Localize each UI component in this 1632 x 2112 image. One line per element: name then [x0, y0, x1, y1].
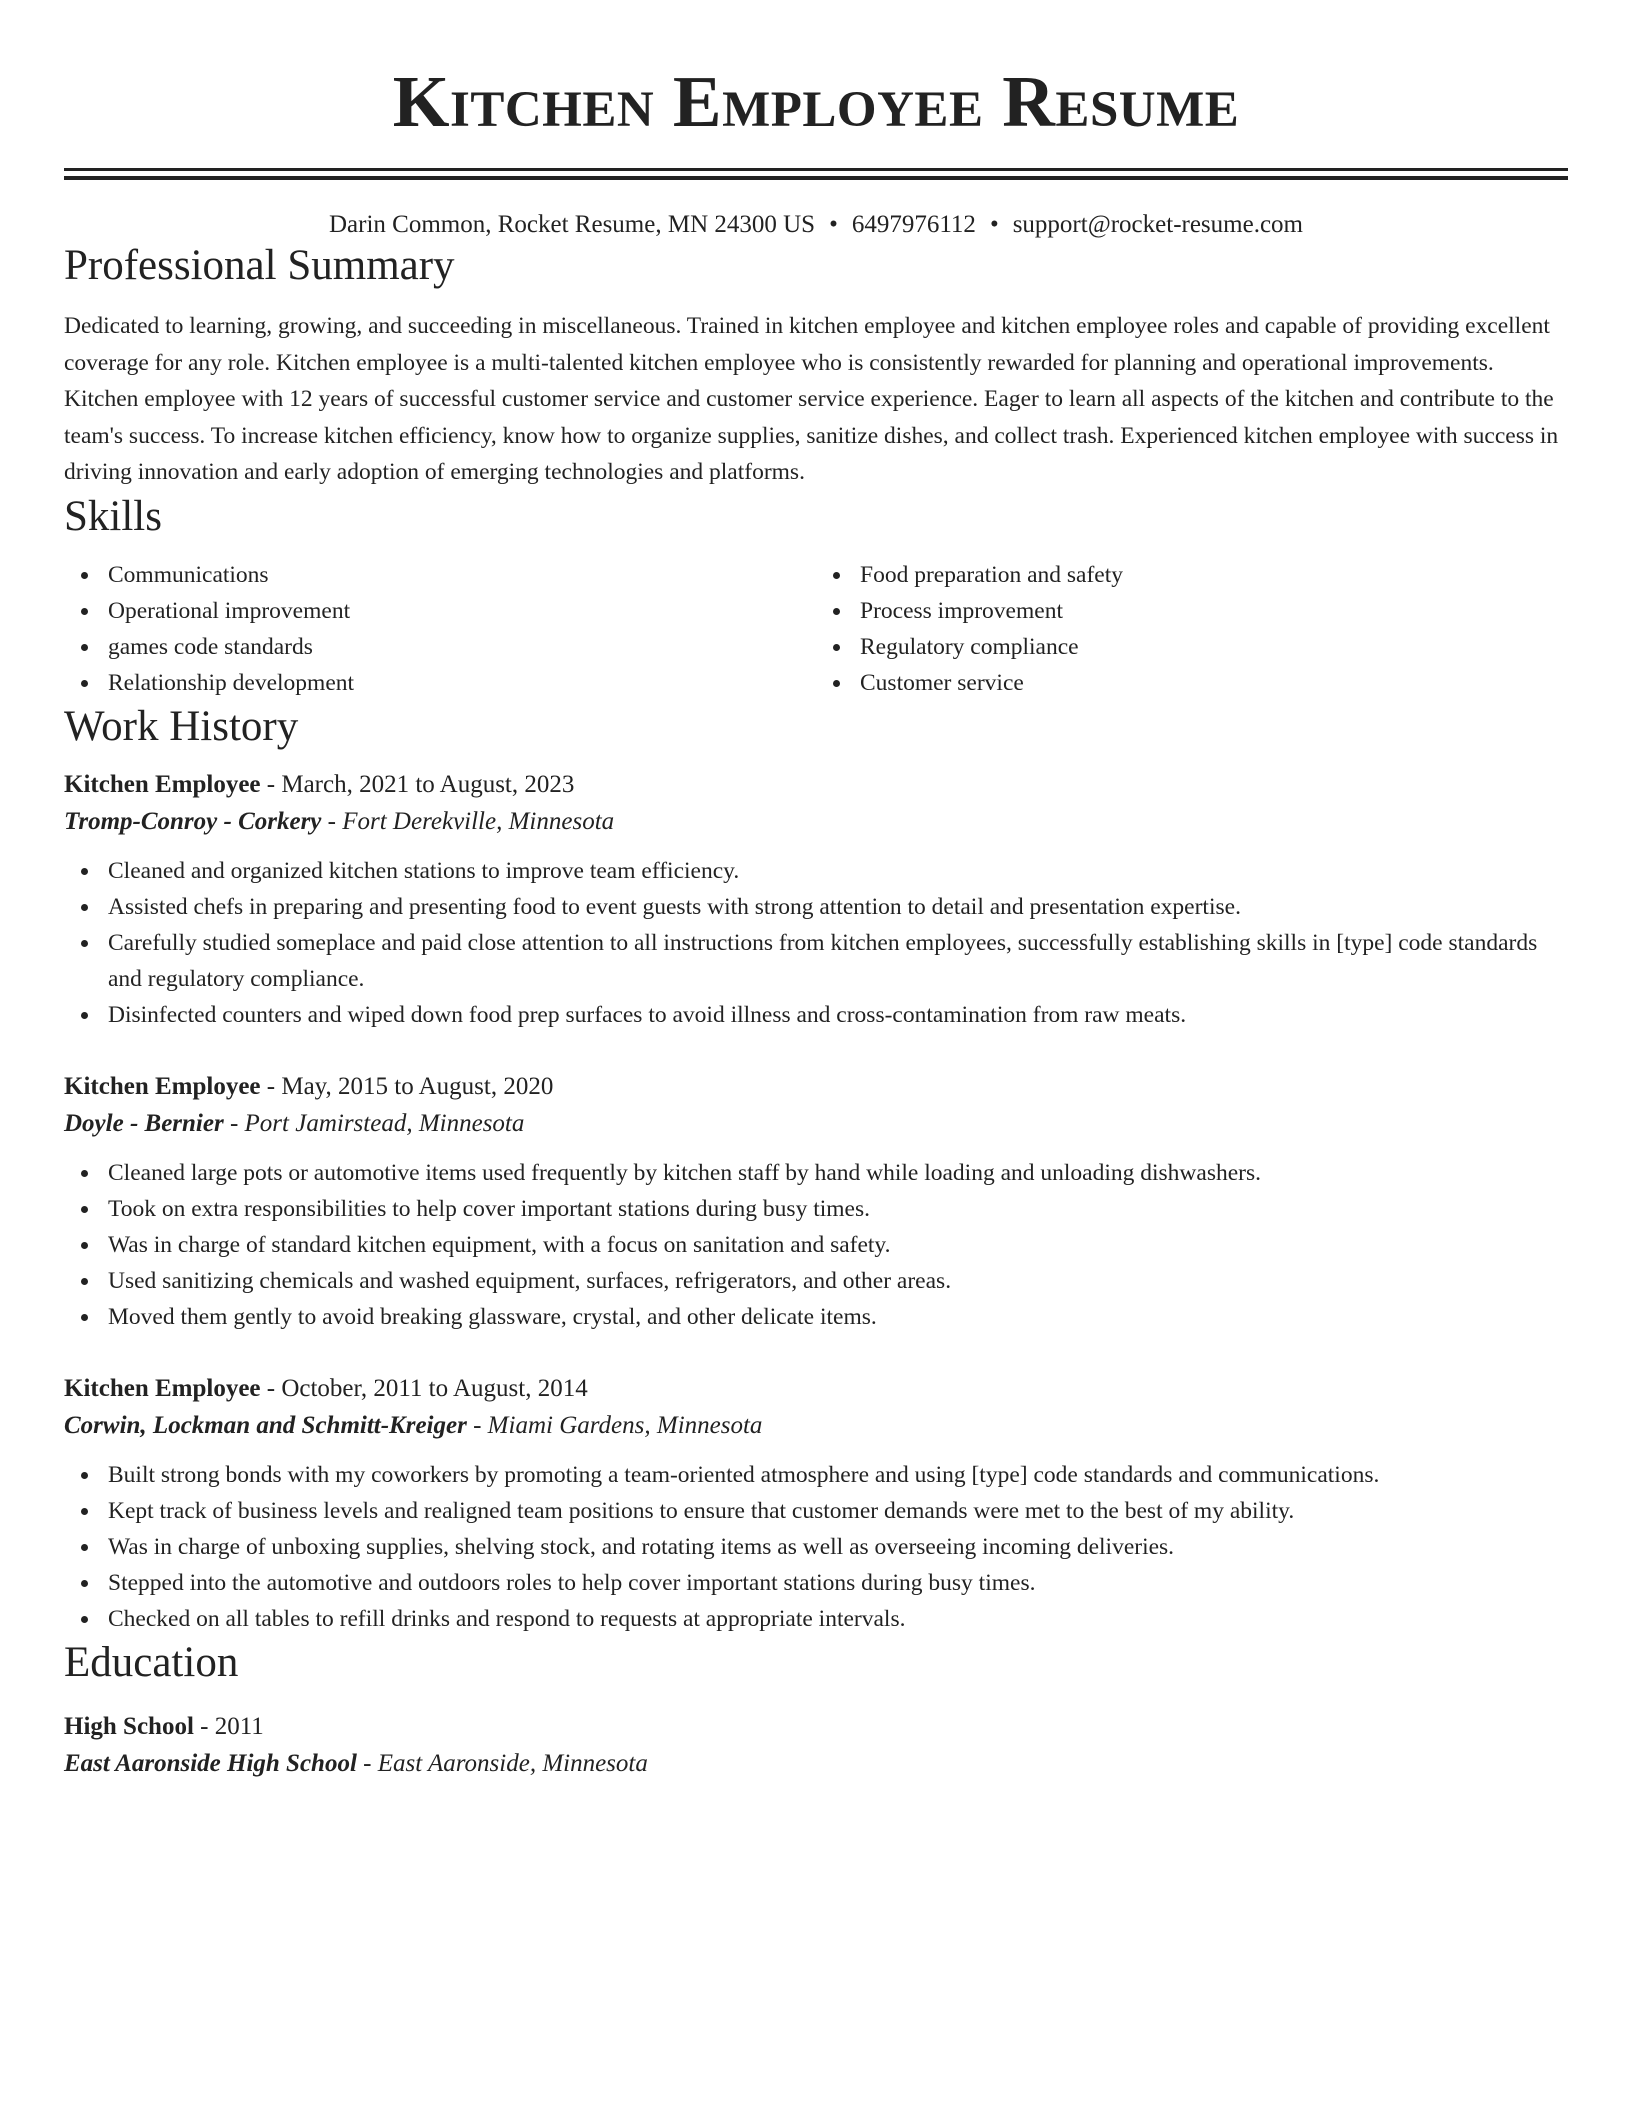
skill-item: Customer service [816, 665, 1568, 701]
skill-item: Communications [64, 557, 816, 593]
skills-list [64, 557, 1568, 701]
skill-item: Regulatory compliance [816, 629, 1568, 665]
title-rule-bottom [64, 176, 1568, 180]
job-company: Tromp-Conroy - Corkery [64, 807, 322, 835]
skill-item: Process improvement [816, 593, 1568, 629]
job-title: Kitchen Employee [64, 1072, 261, 1100]
duty-item: Checked on all tables to refill drinks and respond to requests at appropriate intervals. [64, 1601, 1568, 1637]
duty-item: Moved them gently to avoid breaking glassware, crystal, and other delicate items. [64, 1299, 1568, 1335]
job-company-line [64, 1105, 1568, 1143]
job-entry [64, 1371, 1568, 1637]
title-rule-top [64, 168, 1568, 171]
duty-item: Carefully studied someplace and paid close attention to all instructions from kitchen employees, successfully establishing skills in [type] code standards and regulatory compliance. [64, 925, 1568, 997]
job-duties [64, 853, 1568, 1033]
job-title-line [64, 1371, 1568, 1407]
job-company: Corwin, Lockman and Schmitt-Kreiger [64, 1411, 467, 1439]
duty-item: Took on extra responsibilities to help cover important stations during busy times. [64, 1191, 1568, 1227]
duty-item: Kept track of business levels and realigned team positions to ensure that customer demands were met to the best of my ability. [64, 1493, 1568, 1529]
duty-item: Disinfected counters and wiped down food prep surfaces to avoid illness and cross-contamination from raw meats. [64, 997, 1568, 1033]
duty-item: Was in charge of standard kitchen equipment, with a focus on sanitation and safety. [64, 1227, 1568, 1263]
job-location: - Port Jamirstead, Minnesota [223, 1109, 525, 1137]
job-duties [64, 1155, 1568, 1335]
job-entry [64, 767, 1568, 1033]
duty-item: Cleaned and organized kitchen stations to improve team efficiency. [64, 853, 1568, 889]
duty-item: Built strong bonds with my coworkers by promoting a team-oriented atmosphere and using [type] code standards and communications. [64, 1457, 1568, 1493]
skill-item: Operational improvement [64, 593, 816, 629]
skills-heading: Skills [64, 492, 162, 540]
job-company-line [64, 803, 1568, 841]
contact-email: support@rocket-resume.com [1012, 211, 1303, 238]
duty-item: Used sanitizing chemicals and washed equipment, surfaces, refrigerators, and other areas. [64, 1263, 1568, 1299]
skill-item: games code standards [64, 629, 816, 665]
job-dates: - March, 2021 to August, 2023 [260, 770, 575, 798]
duty-item: Assisted chefs in preparing and presenting food to event guests with strong attention to detail and presentation expertise. [64, 889, 1568, 925]
education-degree: High School [64, 1712, 194, 1740]
job-dates: - May, 2015 to August, 2020 [260, 1072, 554, 1100]
job-company: Doyle - Bernier [64, 1109, 224, 1137]
job-title-line [64, 1069, 1568, 1105]
education-entry [64, 1709, 1568, 1783]
contact-separator: • [829, 211, 838, 238]
duty-item: Cleaned large pots or automotive items used frequently by kitchen staff by hand while loading and unloading dishwashers. [64, 1155, 1568, 1191]
education-heading: Education [64, 1638, 239, 1686]
job-entry [64, 1069, 1568, 1335]
contact-line [64, 210, 1568, 240]
skill-item: Food preparation and safety [816, 557, 1568, 593]
job-title: Kitchen Employee [64, 770, 261, 798]
job-company-line [64, 1407, 1568, 1445]
job-location: - Miami Gardens, Minnesota [466, 1411, 763, 1439]
summary-text: Dedicated to learning, growing, and succeeding in miscellaneous. Trained in kitchen employee and kitchen employee roles and capable of providing excellent coverage for any role. Kitchen employee is a multi-talented kitchen employee who is consistently rewarded for planning and operational improvements. Kitchen employee with 12 years of successful customer service and customer service experience. Eager to learn all aspects of the kitchen and contribute to the team's success. To increase kitchen efficiency, know how to organize supplies, sanitize dishes, and collect trash. Experienced kitchen employee with success in driving innovation and early adoption of emerging technologies and platforms. [64, 313, 1559, 485]
contact-separator: • [989, 211, 999, 238]
skill-item: Relationship development [64, 665, 816, 701]
resume-title: Kitchen Employee Resume [392, 61, 1240, 142]
duty-item: Stepped into the automotive and outdoors roles to help cover important stations during busy times. [64, 1565, 1568, 1601]
job-duties [64, 1457, 1568, 1637]
education-school-line [64, 1745, 1568, 1783]
job-title-line [64, 767, 1568, 803]
education-year: - 2011 [193, 1712, 264, 1740]
education-degree-line [64, 1709, 1568, 1745]
contact-address: Darin Common, Rocket Resume, MN 24300 US [329, 211, 816, 238]
skills-column-right [816, 557, 1568, 701]
education-school: East Aaronside High School [64, 1749, 357, 1777]
skills-column-left [64, 557, 816, 701]
summary-heading: Professional Summary [64, 242, 455, 289]
job-location: - Fort Derekville, Minnesota [321, 807, 615, 835]
job-title: Kitchen Employee [64, 1374, 261, 1402]
work-history-heading: Work History [64, 702, 299, 750]
education-location: - East Aaronside, Minnesota [356, 1749, 648, 1777]
job-dates: - October, 2011 to August, 2014 [260, 1374, 588, 1402]
contact-phone: 6497976112 [851, 211, 976, 238]
duty-item: Was in charge of unboxing supplies, shelving stock, and rotating items as well as overseeing incoming deliveries. [64, 1529, 1568, 1565]
